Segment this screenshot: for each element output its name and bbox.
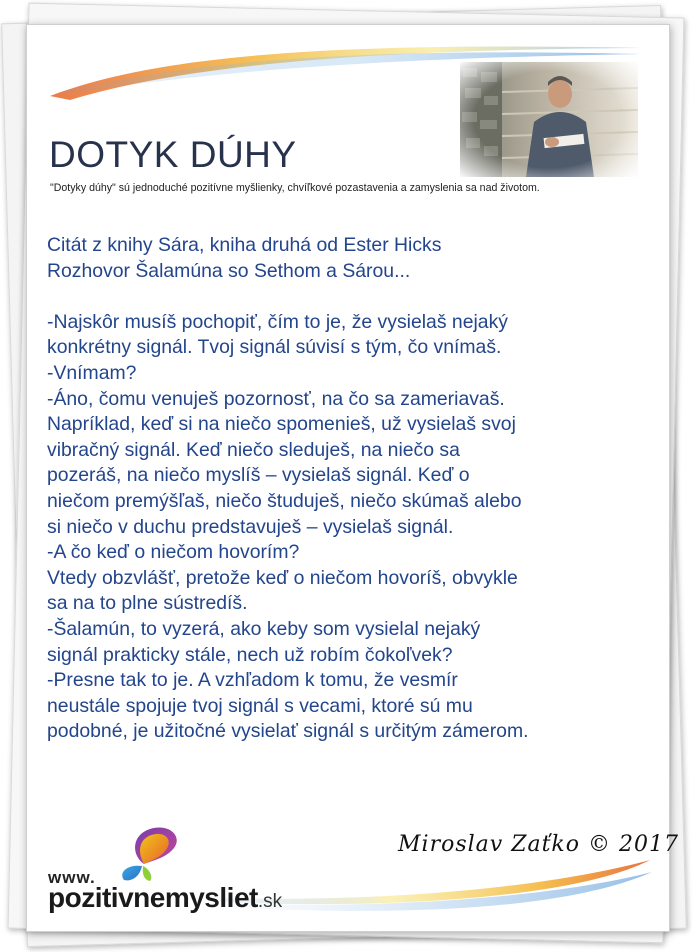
content-line: vibračný signál. Keď niečo sleduješ, na niečo sa: [47, 438, 460, 461]
content-line: pozeráš, na niečo myslíš – vysielaš signál. Keď o: [47, 464, 470, 487]
content-line: Rozhovor Šalamúna so Sethom a Sárou...: [47, 259, 411, 282]
content-line: Napríklad, keď si na niečo spomenieš, už vysielaš svoj: [47, 413, 516, 436]
content-line: -Vnímam?: [47, 361, 137, 384]
page-title: DOTYK DÚHY: [49, 134, 297, 175]
content-line: Citát z knihy Sára, kniha druhá od Ester Hicks: [47, 234, 442, 256]
content-line: -Šalamún, to vyzerá, ako keby som vysielal nejaký: [47, 617, 481, 640]
signature: Miroslav Zaťko © 2017: [398, 832, 679, 857]
page-subtitle: "Dotyky dúhy" sú jednoduché pozitívne myšlienky, chvíľkové pozastavenia a zamyslenia sa nad životom.: [50, 182, 540, 194]
content-line: konkrétny signál. Tvoj signál súvisí s tým, čo vnímaš.: [47, 336, 502, 359]
content-line: niečom premýšľaš, niečo študuješ, niečo skúmaš alebo: [47, 489, 522, 512]
paragraph-gap: [47, 284, 657, 310]
content-line: sa na to plne sústredíš.: [47, 592, 248, 615]
logo-tld: .sk: [257, 891, 283, 912]
content-line: neustále spojuje tvoj signál s vecami, ktoré sú mu: [47, 694, 473, 717]
author-photo: [460, 62, 638, 177]
logo-name: [48, 882, 282, 914]
content-line: -Presne tak to je. A vzhľadom k tomu, že vesmír: [47, 669, 458, 692]
content-line: signál prakticky stále, nech už robím čokoľvek?: [47, 643, 453, 666]
logo-name-text: pozitivnemysliet: [48, 882, 258, 913]
quote-content: [47, 233, 657, 745]
content-line: -A čo keď o niečom hovorím?: [47, 541, 300, 564]
content-line: -Áno, čomu venuješ pozornosť, na čo sa zameriavaš.: [47, 387, 505, 410]
site-logo[interactable]: [48, 824, 338, 924]
content-line: Vtedy obzvlášť, pretože keď o niečom hovoríš, obvykle: [47, 566, 518, 589]
content-line: podobné, je užitočné vysielať signál s určitým zámerom.: [47, 720, 529, 743]
content-line: si niečo v duchu predstavuješ – vysielaš signál.: [47, 515, 454, 538]
butterfly-icon: [110, 824, 190, 882]
logo-prefix: www.: [48, 868, 96, 887]
content-line: -Najskôr musíš pochopiť, čím to je, že vysielaš nejaký: [47, 310, 508, 333]
